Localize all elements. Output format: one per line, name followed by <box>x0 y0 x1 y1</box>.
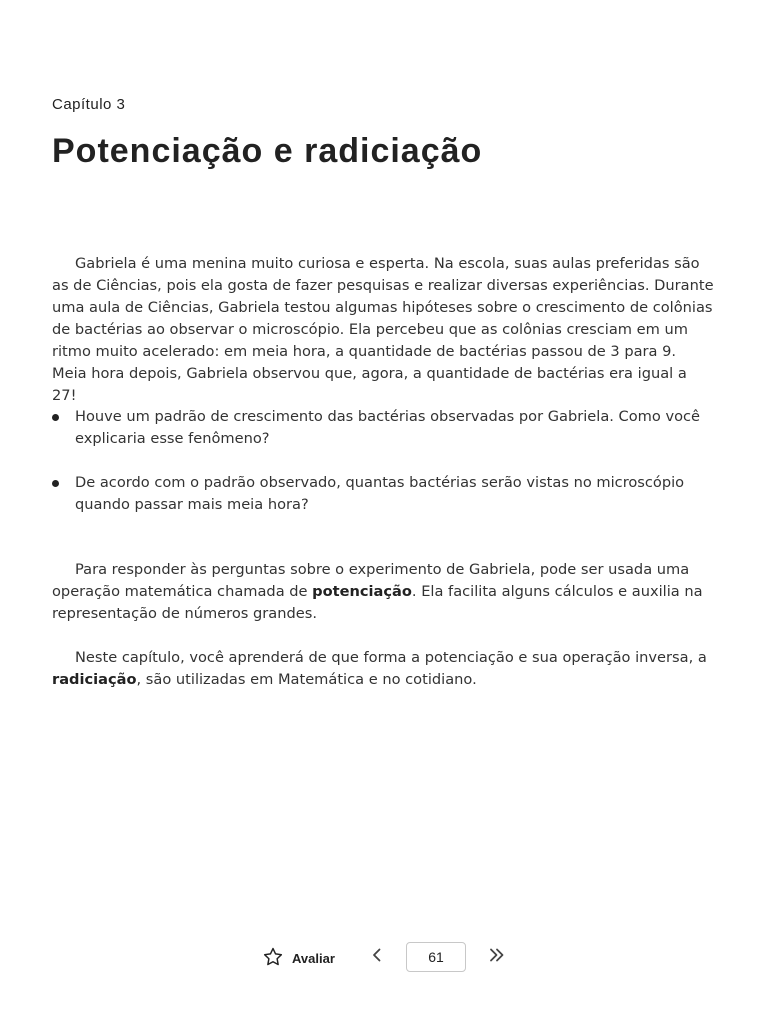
bold-term: radiciação <box>52 671 137 688</box>
text-segment: Neste capítulo, você aprenderá de que forma a potenciação e sua operação inversa, a <box>75 649 707 666</box>
question-text: Houve um padrão de crescimento das bactérias observadas por Gabriela. Como você explicaria esse fenômeno? <box>75 408 701 447</box>
paragraph-text <box>52 647 714 691</box>
intro-section <box>52 253 714 407</box>
intro-paragraph: Gabriela é uma menina muito curiosa e esperta. Na escola, suas aulas preferidas são as de Ciências, pois ela gosta de fazer pesquisas e realizar diversas experiências. Durante uma aula de Ciências, Gabriela testou algumas hipóteses sobre o crescimento de colônias de bactérias ao observar o microscópio. Ela percebeu que as colônias cresciam em um ritmo muito acelerado: em meia hora, a quantidade de bactérias passou de 3 para 9. Meia hora depois, Gabriela observou que, agora, a quantidade de bactérias era igual a 27! <box>52 255 714 404</box>
question-list <box>52 406 714 538</box>
paragraph-text <box>52 559 714 625</box>
text-segment: , são utilizadas em Matemática e no cotidiano. <box>136 671 477 688</box>
text-segment: . Ela facilita alguns cálculos e auxilia na representação de números grandes. <box>52 583 703 622</box>
page-number-input[interactable] <box>406 942 466 972</box>
double-chevron-right-icon <box>488 947 506 967</box>
question-text: De acordo com o padrão observado, quantas bactérias serão vistas no microscópio quando passar mais meia hora? <box>75 474 685 513</box>
chevron-left-icon <box>371 947 383 967</box>
list-item <box>52 472 714 516</box>
text-segment: Para responder às perguntas sobre o experimento de Gabriela, pode ser usada uma operação matemática chamada de <box>52 561 690 600</box>
star-outline-icon <box>262 946 284 971</box>
list-item <box>52 406 714 450</box>
chapter-label: Capítulo 3 <box>52 96 126 113</box>
bold-term: potenciação <box>312 583 412 600</box>
next-page-button[interactable] <box>486 948 508 966</box>
paragraph-potenciacao <box>52 559 714 625</box>
rate-label: Avaliar <box>292 951 335 966</box>
bullet-icon <box>52 480 59 487</box>
page-title: Potenciação e radiciação <box>52 132 483 170</box>
page-navigation <box>0 940 768 976</box>
rate-button[interactable] <box>262 946 335 971</box>
paragraph-radiciacao <box>52 647 714 691</box>
previous-page-button[interactable] <box>368 948 386 966</box>
bullet-icon <box>52 414 59 421</box>
